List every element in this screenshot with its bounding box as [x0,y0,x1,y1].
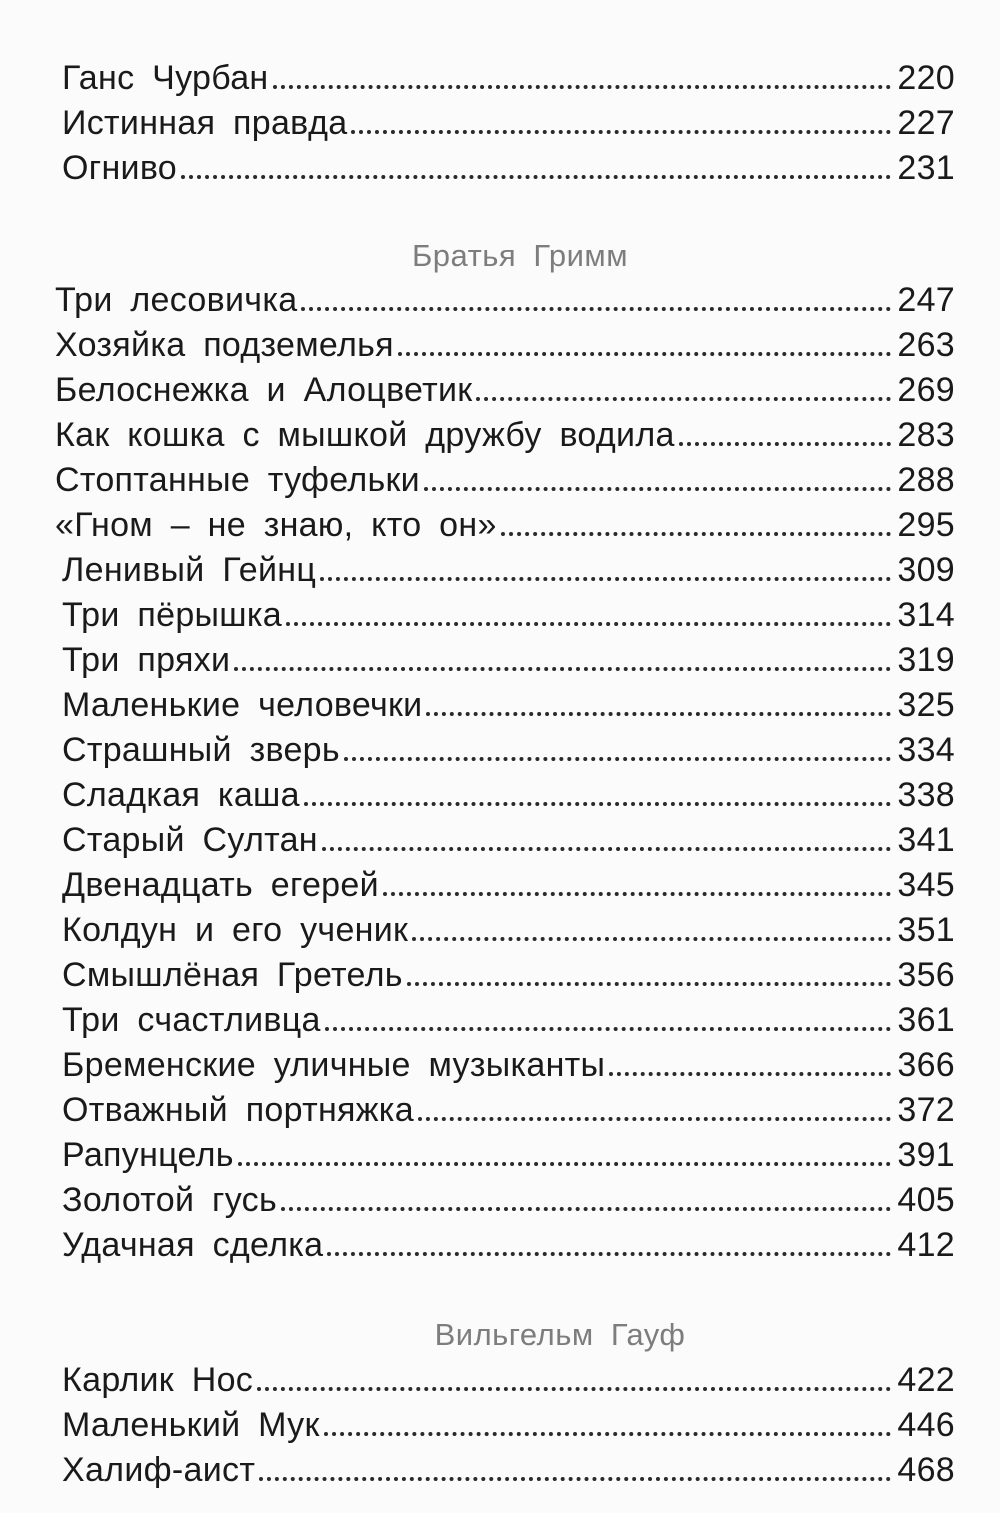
entry-page-number: 227 [897,104,955,142]
entry-title: Как кошка с мышкой дружбу водила [55,416,675,454]
toc-entry[interactable] [62,98,955,143]
toc-entry[interactable] [62,1175,955,1220]
toc-entry[interactable] [62,545,955,590]
entry-title: Три счастливца [62,1001,321,1039]
toc-entry[interactable] [55,410,955,455]
entry-title: Стоптанные туфельки [55,461,420,499]
dot-leader [412,937,891,941]
entry-page-number: 361 [897,1001,955,1039]
toc-section-hauff [62,1355,955,1490]
entry-page-number: 341 [897,821,955,859]
entry-page-number: 319 [897,641,955,679]
entry-page-number: 314 [897,596,955,634]
dot-leader [501,532,892,536]
dot-leader [679,442,892,446]
toc-entry[interactable] [62,680,955,725]
dot-leader [351,130,891,134]
entry-page-number: 334 [897,731,955,769]
entry-page-number: 231 [897,149,955,187]
toc-entry[interactable] [62,950,955,995]
entry-title: Три лесовичка [55,281,298,319]
toc-entry[interactable] [62,53,955,98]
entry-page-number: 412 [897,1226,955,1264]
toc-entry[interactable] [62,815,955,860]
dot-leader [257,1387,891,1391]
entry-title: Золотой гусь [62,1181,277,1219]
dot-leader [234,667,891,671]
entry-page-number: 356 [897,956,955,994]
toc-entry[interactable] [55,320,955,365]
entry-title: Двенадцать егерей [62,866,379,904]
dot-leader [344,757,891,761]
entry-title: Ленивый Гейнц [62,551,317,589]
entry-title: Истинная правда [62,104,348,142]
entry-title: Три пряхи [62,641,231,679]
entry-page-number: 422 [897,1361,955,1399]
entry-page-number: 247 [897,281,955,319]
toc-entry[interactable] [62,1130,955,1175]
entry-title: Удачная сделка [62,1226,324,1264]
entry-title: Ганс Чурбан [62,59,269,97]
entry-page-number: 295 [897,506,955,544]
entry-title: Страшный зверь [62,731,340,769]
toc-section-andersen [62,53,955,188]
entry-page-number: 309 [897,551,955,589]
entry-title: Маленький Мук [62,1406,320,1444]
entry-page-number: 263 [897,326,955,364]
entry-title: Белоснежка и Алоцветик [55,371,473,409]
entry-page-number: 338 [897,776,955,814]
dot-leader [609,1072,891,1076]
dot-leader [259,1477,891,1481]
dot-leader [424,487,891,491]
toc-entry[interactable] [55,275,955,320]
entry-title: Три пёрышка [62,596,282,634]
entry-page-number: 283 [897,416,955,454]
dot-leader [304,802,892,806]
section-heading-hauff: Вильгельм Гауф [434,1317,686,1352]
toc-entry[interactable] [62,1040,955,1085]
dot-leader [327,1252,891,1256]
dot-leader [398,352,892,356]
entry-title: Бременские уличные музыканты [62,1046,606,1084]
toc-entry[interactable] [62,590,955,635]
entry-page-number: 345 [897,866,955,904]
entry-page-number: 288 [897,461,955,499]
entry-title: Колдун и его ученик [62,911,409,949]
entry-page-number: 446 [897,1406,955,1444]
toc-entry[interactable] [62,995,955,1040]
toc-entry[interactable] [62,143,955,188]
dot-leader [324,1432,892,1436]
entry-title: Карлик Нос [62,1361,254,1399]
entry-page-number: 220 [897,59,955,97]
dot-leader [301,307,891,311]
toc-entry[interactable] [62,1445,955,1490]
entry-title: Смышлёная Гретель [62,956,403,994]
entry-page-number: 366 [897,1046,955,1084]
dot-leader [281,1207,891,1211]
toc-section-grimm-continued [62,545,955,1265]
toc-entry[interactable] [62,635,955,680]
toc-entry[interactable] [62,1355,955,1400]
entry-page-number: 325 [897,686,955,724]
dot-leader [476,397,891,401]
toc-entry[interactable] [62,905,955,950]
dot-leader [238,1162,892,1166]
entry-title: «Гном – не знаю, кто он» [55,506,497,544]
toc-entry[interactable] [62,1220,955,1265]
dot-leader [418,1117,891,1121]
entry-page-number: 405 [897,1181,955,1219]
toc-entry[interactable] [62,1400,955,1445]
dot-leader [426,712,891,716]
toc-entry[interactable] [62,860,955,905]
toc-section-grimm [55,275,955,545]
dot-leader [286,622,891,626]
entry-title: Отважный портняжка [62,1091,414,1129]
toc-entry[interactable] [55,365,955,410]
dot-leader [407,982,892,986]
toc-entry[interactable] [55,500,955,545]
toc-entry[interactable] [55,455,955,500]
entry-title: Сладкая каша [62,776,300,814]
dot-leader [181,175,891,179]
toc-entry[interactable] [62,770,955,815]
dot-leader [320,577,891,581]
entry-title: Рапунцель [62,1136,234,1174]
entry-title: Старый Султан [62,821,318,859]
entry-page-number: 468 [897,1451,955,1489]
entry-page-number: 372 [897,1091,955,1129]
dot-leader [322,847,891,851]
entry-page-number: 391 [897,1136,955,1174]
entry-title: Маленькие человечки [62,686,423,724]
dot-leader [273,85,892,89]
toc-entry[interactable] [62,1085,955,1130]
toc-entry[interactable] [62,725,955,770]
dot-leader [325,1027,892,1031]
dot-leader [383,892,891,896]
entry-title: Огниво [62,149,178,187]
entry-title: Хозяйка подземелья [55,326,394,364]
entry-page-number: 269 [897,371,955,409]
section-heading-grimm: Братья Гримм [411,238,629,273]
entry-page-number: 351 [897,911,955,949]
entry-title: Халиф-аист [62,1451,256,1489]
